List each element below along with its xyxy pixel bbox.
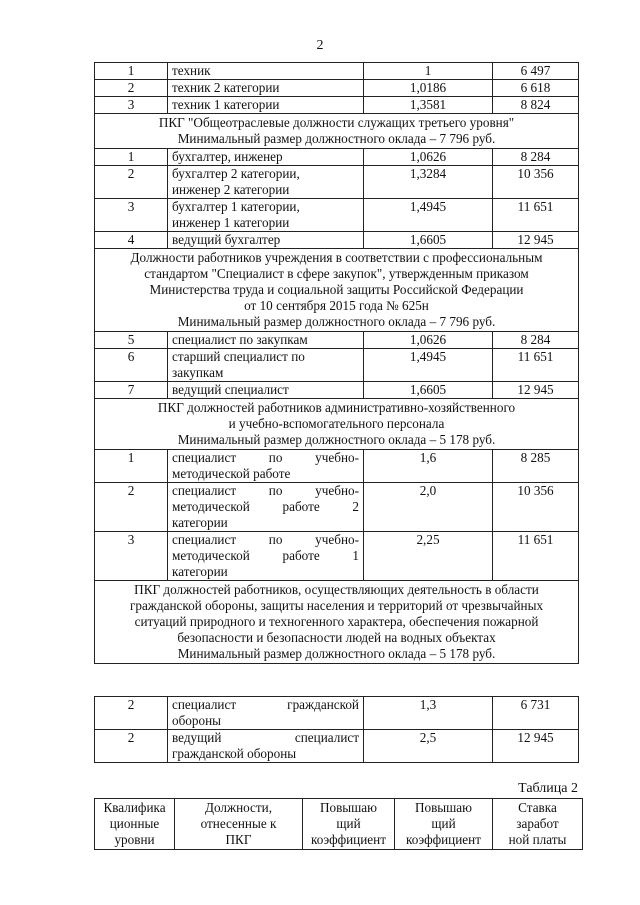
table-row: [95, 532, 579, 581]
table-row: [95, 697, 579, 730]
column-header-line: Повышаю: [414, 800, 473, 815]
position-name: [168, 483, 364, 532]
group-header-line: Министерства труда и социальной защиты Российской Федерации: [149, 282, 524, 297]
group-header-line: Минимальный размер должностного оклада – 5 178 руб.: [177, 432, 496, 447]
position-name: [168, 697, 364, 730]
qualification-level: 2: [95, 483, 168, 532]
column-header-line: уровни: [114, 832, 155, 847]
column-header-line: ной платы: [508, 832, 567, 847]
column-header-line: Ставка: [518, 800, 557, 815]
column-header-line: заработ: [516, 816, 559, 831]
salary: 8 824: [493, 97, 579, 114]
coefficient: 1,0626: [364, 332, 493, 349]
table-row: [95, 730, 579, 763]
coefficient: 1,3284: [364, 166, 493, 199]
table-row: [95, 332, 579, 349]
salary: 6 731: [493, 697, 579, 730]
group-header: [95, 399, 579, 450]
position-line: инженер 1 категории: [172, 215, 290, 230]
position-name: ведущий бухгалтер: [168, 232, 364, 249]
salary: 6 618: [493, 80, 579, 97]
group-header-line: Должности работников учреждения в соответствии с профессиональным: [130, 250, 543, 265]
salary-table-civil-defense: [94, 696, 579, 763]
position-line: инженер 2 категории: [172, 182, 290, 197]
salary: 11 651: [493, 199, 579, 232]
column-header-line: коэффициент: [311, 832, 386, 847]
qualification-level: 7: [95, 382, 168, 399]
group-header-line: Минимальный размер должностного оклада – 7 796 руб.: [177, 314, 496, 329]
coefficient: 1,0186: [364, 80, 493, 97]
salary: 8 285: [493, 450, 579, 483]
column-header-line: Должности,: [204, 800, 273, 815]
qualification-level: 3: [95, 97, 168, 114]
table-row: [95, 63, 579, 80]
qualification-level: 1: [95, 450, 168, 483]
group-header-row: [95, 249, 579, 332]
group-header-line: ПКГ должностей работников, осуществляющих деятельность в области: [134, 582, 539, 597]
position-line: категории: [172, 564, 228, 579]
coefficient: 1,6605: [364, 232, 493, 249]
position-name: техник 1 категории: [168, 97, 364, 114]
salary: 12 945: [493, 730, 579, 763]
column-header-line: ПКГ: [225, 832, 252, 847]
column-header: [493, 799, 583, 850]
qualification-level: 2: [95, 80, 168, 97]
coefficient: 1,3581: [364, 97, 493, 114]
column-header-line: щий: [431, 816, 456, 831]
table-row: [95, 199, 579, 232]
position-name: [168, 532, 364, 581]
qualification-level: 2: [95, 697, 168, 730]
salary: 12 945: [493, 232, 579, 249]
column-header-line: коэффициент: [406, 832, 481, 847]
column-header-line: ционные: [109, 816, 160, 831]
qualification-level: 6: [95, 349, 168, 382]
table-label: Таблица 2: [518, 781, 578, 796]
position-name: бухгалтер, инженер: [168, 149, 364, 166]
column-header: [395, 799, 493, 850]
group-header: [95, 114, 579, 149]
group-header-line: ПКГ "Общеотраслевые должности служащих третьего уровня": [158, 115, 515, 130]
position-name: [168, 166, 364, 199]
position-line: методической работе 1: [172, 548, 359, 563]
position-line: специалист по учебно-: [172, 483, 359, 498]
salary: 11 651: [493, 349, 579, 382]
table-row: [95, 349, 579, 382]
group-header-row: [95, 114, 579, 149]
coefficient: 2,0: [364, 483, 493, 532]
table-row: [95, 483, 579, 532]
column-header: [303, 799, 395, 850]
position-name: [168, 199, 364, 232]
group-header-line: гражданской обороны, защиты населения и территорий от чрезвычайных: [129, 598, 544, 613]
column-header: [95, 799, 175, 850]
coefficient: 2,25: [364, 532, 493, 581]
position-line: специалист по учебно-: [172, 532, 359, 547]
group-header-line: Минимальный размер должностного оклада – 7 796 руб.: [177, 131, 496, 146]
position-line: категории: [172, 515, 228, 530]
group-header-line: стандартом "Специалист в сфере закупок", утвержденным приказом: [144, 266, 529, 281]
qualification-level: 2: [95, 730, 168, 763]
position-name: техник: [168, 63, 364, 80]
coefficient: 1,3: [364, 697, 493, 730]
group-header-line: и учебно-вспомогательного персонала: [228, 416, 445, 431]
column-header: [175, 799, 303, 850]
position-name: ведущий специалист: [168, 382, 364, 399]
coefficient: 2,5: [364, 730, 493, 763]
salary: 8 284: [493, 332, 579, 349]
position-line: бухгалтер 2 категории,: [172, 166, 300, 181]
table-row: [95, 149, 579, 166]
group-header-line: ситуаций природного и техногенного характера, обеспечения пожарной: [134, 614, 539, 629]
position-name: [168, 450, 364, 483]
table-row: [95, 232, 579, 249]
qualification-level: 5: [95, 332, 168, 349]
qualification-level: 1: [95, 63, 168, 80]
qualification-level: 3: [95, 199, 168, 232]
coefficient: 1,0626: [364, 149, 493, 166]
position-line: ведущий специалист: [172, 730, 359, 745]
group-header-row: [95, 399, 579, 450]
position-name: специалист по закупкам: [168, 332, 364, 349]
table-row: [95, 450, 579, 483]
group-header-line: Минимальный размер должностного оклада – 5 178 руб.: [177, 646, 496, 661]
salary: 10 356: [493, 166, 579, 199]
position-line: старший специалист по: [172, 349, 305, 364]
group-header-line: безопасности и безопасности людей на водных объектах: [177, 630, 496, 645]
page-number: 2: [316, 38, 324, 53]
salary: 11 651: [493, 532, 579, 581]
group-header-line: ПКГ должностей работников административно-хозяйственного: [157, 400, 516, 415]
coefficient: 1,6: [364, 450, 493, 483]
position-line: специалист по учебно-: [172, 450, 359, 465]
salary-table-main: [94, 62, 579, 664]
table-row: [95, 80, 579, 97]
column-header-line: Квалифика: [103, 800, 166, 815]
position-line: обороны: [172, 713, 222, 728]
column-header-line: Повышаю: [319, 800, 378, 815]
column-header-line: щий: [336, 816, 361, 831]
position-line: гражданской обороны: [172, 746, 297, 761]
coefficient: 1: [364, 63, 493, 80]
qualification-level: 4: [95, 232, 168, 249]
position-line: бухгалтер 1 категории,: [172, 199, 300, 214]
qualification-level: 3: [95, 532, 168, 581]
group-header: [95, 249, 579, 332]
position-name: [168, 730, 364, 763]
table-row: [95, 166, 579, 199]
position-line: методической работе: [172, 466, 291, 481]
salary: 6 497: [493, 63, 579, 80]
coefficient: 1,4945: [364, 349, 493, 382]
qualification-level: 2: [95, 166, 168, 199]
qualification-level: 1: [95, 149, 168, 166]
column-header-line: отнесенные к: [200, 816, 277, 831]
position-line: специалист гражданской: [172, 697, 359, 712]
position-line: методической работе 2: [172, 499, 359, 514]
salary: 8 284: [493, 149, 579, 166]
salary: 12 945: [493, 382, 579, 399]
position-line: закупкам: [172, 365, 224, 380]
group-header-row: [95, 581, 579, 664]
position-name: техник 2 категории: [168, 80, 364, 97]
table-row: [95, 382, 579, 399]
table-2-header: [94, 798, 583, 850]
table-row: [95, 97, 579, 114]
salary: 10 356: [493, 483, 579, 532]
coefficient: 1,4945: [364, 199, 493, 232]
group-header-line: от 10 сентября 2015 года № 625н: [244, 298, 429, 313]
coefficient: 1,6605: [364, 382, 493, 399]
position-name: [168, 349, 364, 382]
group-header: [95, 581, 579, 664]
